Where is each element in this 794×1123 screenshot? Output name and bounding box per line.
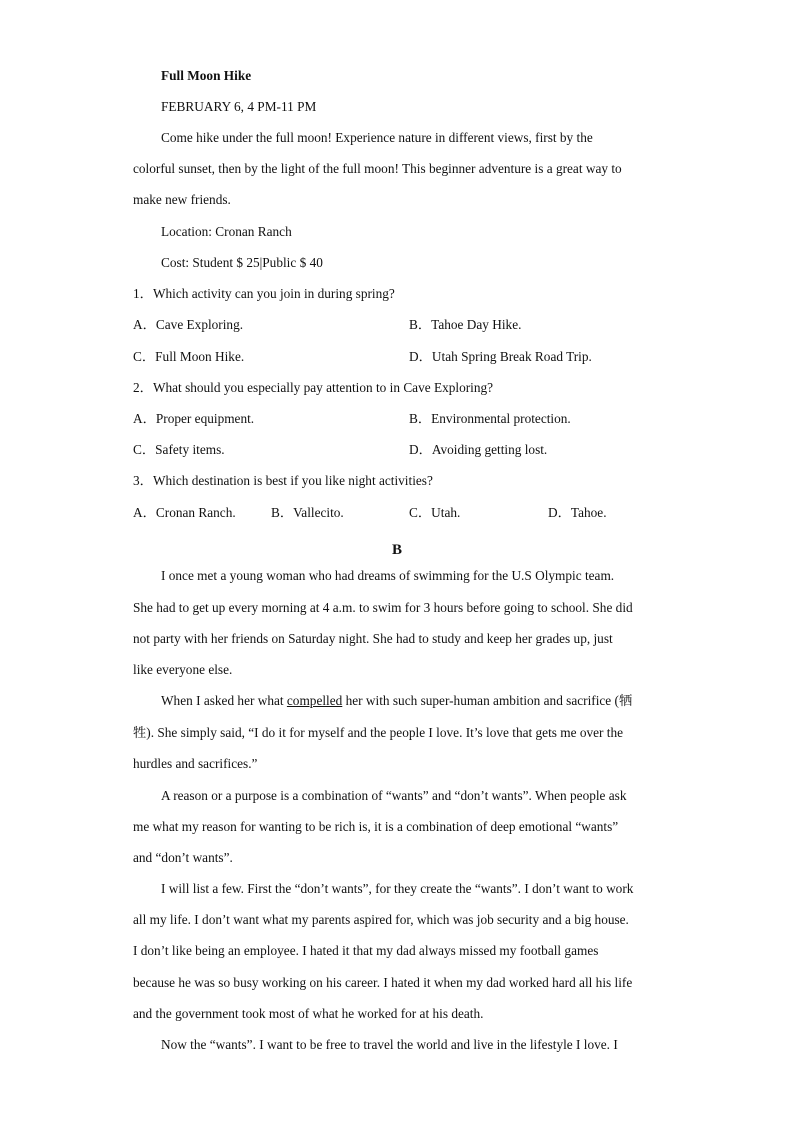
paragraph-line bbox=[161, 693, 632, 709]
paragraph-line: like everyone else. bbox=[133, 662, 233, 677]
question-stem: 2．What should you especially pay attention to in Cave Exploring? bbox=[133, 380, 494, 395]
ad-cost: Cost: Student $ 25|Public $ 40 bbox=[161, 255, 323, 270]
paragraph-line: Now the “wants”. I want to be free to travel the world and live in the lifestyle I love. I bbox=[161, 1037, 618, 1052]
paragraph-line: She had to get up every morning at 4 a.m. to swim for 3 hours before going to school. She did bbox=[133, 600, 633, 615]
paragraph-text: her with such super-human ambition and sacrifice (牺 bbox=[342, 693, 633, 708]
paragraph-line: I once met a young woman who had dreams of swimming for the U.S Olympic team. bbox=[161, 568, 615, 583]
option-c: C．Safety items. bbox=[133, 442, 225, 457]
ad-description-line: colorful sunset, then by the light of the full moon! This beginner adventure is a great way to bbox=[133, 161, 622, 176]
underlined-word: compelled bbox=[286, 693, 343, 708]
paragraph-line: because he was so busy working on his career. I hated it when my dad worked hard all his life bbox=[133, 975, 633, 990]
paragraph-line: not party with her friends on Saturday night. She had to study and keep her grades up, just bbox=[133, 631, 613, 646]
option-c: C．Utah. bbox=[409, 505, 461, 520]
question-stem: 1．Which activity can you join in during spring? bbox=[133, 286, 395, 301]
paragraph-text: When I asked her what bbox=[161, 693, 287, 708]
question-stem: 3．Which destination is best if you like night activities? bbox=[133, 473, 433, 488]
ad-date: FEBRUARY 6, 4 PM-11 PM bbox=[161, 99, 317, 114]
paragraph-line: all my life. I don’t want what my parents aspired for, which was job security and a big house. bbox=[133, 912, 629, 927]
paragraph-line: 牲). She simply said, “I do it for myself and the people I love. It’s love that gets me over the bbox=[133, 725, 624, 740]
option-d: D．Tahoe. bbox=[548, 505, 607, 520]
ad-title: Full Moon Hike bbox=[161, 68, 252, 83]
option-c: C．Full Moon Hike. bbox=[133, 349, 245, 364]
option-b: B．Environmental protection. bbox=[409, 411, 571, 426]
paragraph-line: and “don’t wants”. bbox=[133, 850, 233, 865]
option-b: B．Tahoe Day Hike. bbox=[409, 317, 522, 332]
option-a: A．Cave Exploring. bbox=[133, 317, 244, 332]
option-b: B．Vallecito. bbox=[271, 505, 344, 520]
option-a: A．Proper equipment. bbox=[133, 411, 255, 426]
ad-description-line: Come hike under the full moon! Experience nature in different views, first by the bbox=[161, 130, 593, 145]
section-heading: B bbox=[391, 542, 402, 558]
option-a: A．Cronan Ranch. bbox=[133, 505, 236, 520]
ad-location: Location: Cronan Ranch bbox=[161, 224, 292, 239]
paragraph-line: and the government took most of what he worked for at his death. bbox=[133, 1006, 484, 1021]
paragraph-line: I will list a few. First the “don’t wants”, for they create the “wants”. I don’t want to work bbox=[161, 881, 634, 896]
paragraph-line: A reason or a purpose is a combination of “wants” and “don’t wants”. When people ask bbox=[161, 788, 627, 803]
paragraph-line: me what my reason for wanting to be rich is, it is a combination of deep emotional “wants” bbox=[133, 819, 619, 834]
option-d: D．Utah Spring Break Road Trip. bbox=[409, 349, 592, 364]
option-d: D．Avoiding getting lost. bbox=[409, 442, 548, 457]
ad-description-line: make new friends. bbox=[133, 192, 231, 207]
paragraph-line: hurdles and sacrifices.” bbox=[133, 756, 258, 771]
paragraph-line: I don’t like being an employee. I hated it that my dad always missed my football games bbox=[133, 943, 599, 958]
